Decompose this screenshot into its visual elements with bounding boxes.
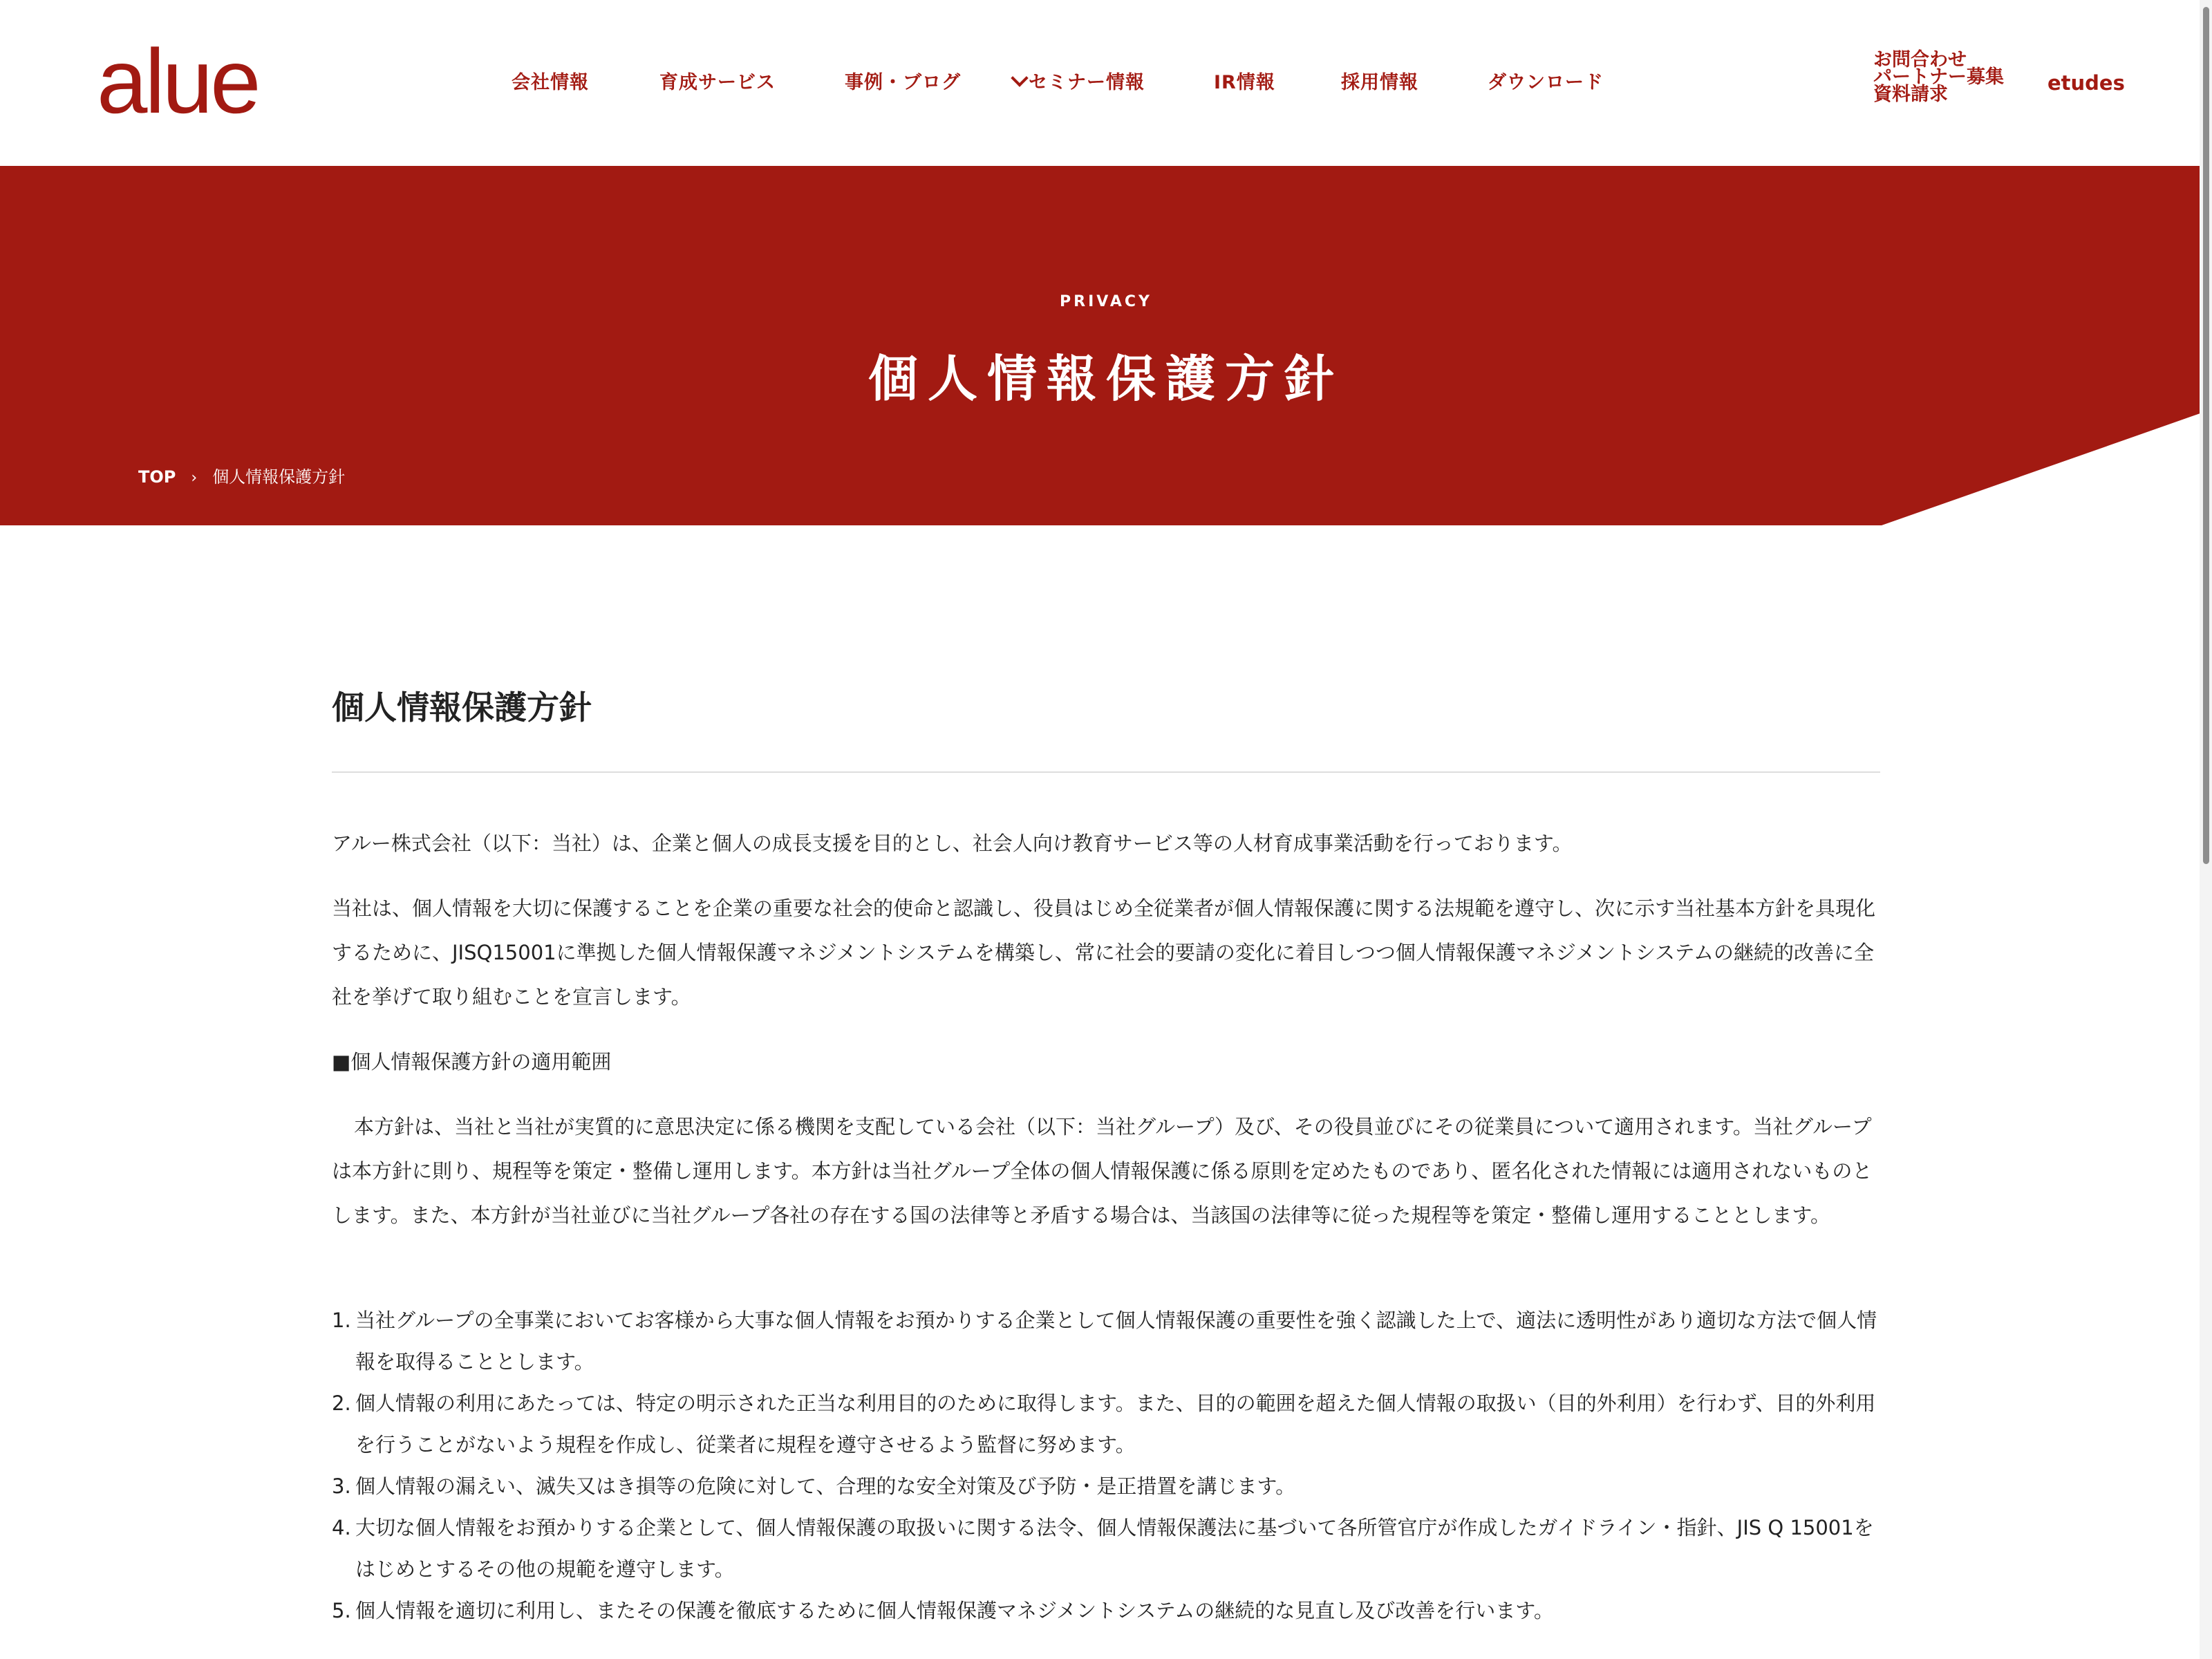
breadcrumb xyxy=(138,463,345,487)
list-item: 1. 当社グループの全事業においてお客様から大事な個人情報をお預かりする企業として個人情報保護の重要性を強く認識した上で、適法に透明性があり適切な方法で個人情報を取得ることとします。 xyxy=(332,1309,1877,1374)
hero-title: 個人情報保護方針 xyxy=(868,350,1344,408)
policy-list xyxy=(332,1300,1880,1631)
page-scrollbar[interactable] xyxy=(2200,0,2212,1659)
nav-company-info[interactable]: 会社情報 xyxy=(512,72,589,93)
scope-paragraph: 本方針は、当社と当社が実質的に意思決定に係る機関を支配している会社（以下：当社グループ）及び、その役員並びにその従業員について適用されます。当社グループは本方針に則り、規程等を策定・整備し運用します。本方針は当社グループ全体の個人情報保護に係る原則を定めたものであり、匿名化された情報には適用されないものとします。また、本方針が当社並びに当社グループ各社の存在する国の法律等と矛盾する場合は、当該国の法律等に従った規程等を策定・整備し運用することとします。 xyxy=(332,1115,1873,1227)
list-item: 3. 個人情報の漏えい、滅失又はき損等の危険に対して、合理的な安全対策及び予防・是正措置を講じます。 xyxy=(332,1474,1296,1498)
nav-training-services[interactable]: 育成サービス xyxy=(659,72,776,93)
divider xyxy=(332,771,1880,773)
scope-heading: ■個人情報保護方針の適用範囲 xyxy=(332,1050,612,1074)
nav-recruit-info[interactable]: 採用情報 xyxy=(1341,72,1418,93)
list-item: 5. 個人情報を適切に利用し、またその保護を徹底するために個人情報保護マネジメントシステムの継続的な見直し及び改善を行います。 xyxy=(332,1599,1554,1622)
nav-download[interactable]: ダウンロード xyxy=(1488,72,1604,93)
breadcrumb-top-link[interactable]: TOP xyxy=(138,467,176,487)
list-item: 2. 個人情報の利用にあたっては、特定の明示された正当な利用目的のために取得します。また、目的の範囲を超えた個人情報の取扱い（目的外利用）を行わず、目的外利用を行うことがないよう規程を作成し、従業者に規程を遵守させるよう監督に努めます。 xyxy=(332,1391,1876,1456)
nav-seminar-info[interactable]: セミナー情報 xyxy=(1029,72,1145,93)
chevron-down-icon[interactable] xyxy=(1011,69,1028,86)
main-content xyxy=(332,684,1880,1631)
partner-recruit-link[interactable]: パートナー募集 xyxy=(1873,66,2004,88)
breadcrumb-current: 個人情報保護方針 xyxy=(212,467,346,487)
hero-subtitle: PRIVACY xyxy=(1060,293,1152,310)
site-header xyxy=(0,0,2212,166)
request-materials-link[interactable]: 資料請求 xyxy=(1873,84,1948,105)
etudes-link[interactable]: etudes xyxy=(2047,71,2125,95)
nav-cases-blog[interactable]: 事例・ブログ xyxy=(845,72,961,93)
utility-links xyxy=(1873,51,2032,103)
nav-ir-info[interactable]: IR情報 xyxy=(1214,72,1275,93)
page-title: 個人情報保護方針 xyxy=(332,689,592,727)
intro-paragraph: アルー株式会社（以下：当社）は、企業と個人の成長支援を目的とし、社会人向け教育サービス等の人材育成事業活動を行っております。 xyxy=(332,832,1573,855)
list-item: 4. 大切な個人情報をお預かりする企業として、個人情報保護の取扱いに関する法令、個人情報保護法に基づいて各所管官庁が作成したガイドライン・指針、JIS Q 15001をはじめとするその他の規範を遵守します。 xyxy=(332,1516,1874,1581)
breadcrumb-separator-icon: › xyxy=(191,469,198,487)
page-hero xyxy=(0,166,2212,525)
alue-logo[interactable]: alue xyxy=(97,30,259,132)
declaration-paragraph: 当社は、個人情報を大切に保護することを企業の重要な社会的使命と認識し、役員はじめ全従業者が個人情報保護に関する法規範を遵守し、次に示す当社基本方針を具現化するために、JISQ15001に準拠した個人情報保護マネジメントシステムを構築し、常に社会的要請の変化に着目しつつ個人情報保護マネジメントシステムの継続的改善に全社を挙げて取り組むことを宣言します。 xyxy=(332,897,1876,1009)
contact-link[interactable]: お問合わせ xyxy=(1873,49,1967,71)
scrollbar-thumb[interactable] xyxy=(2203,7,2209,864)
